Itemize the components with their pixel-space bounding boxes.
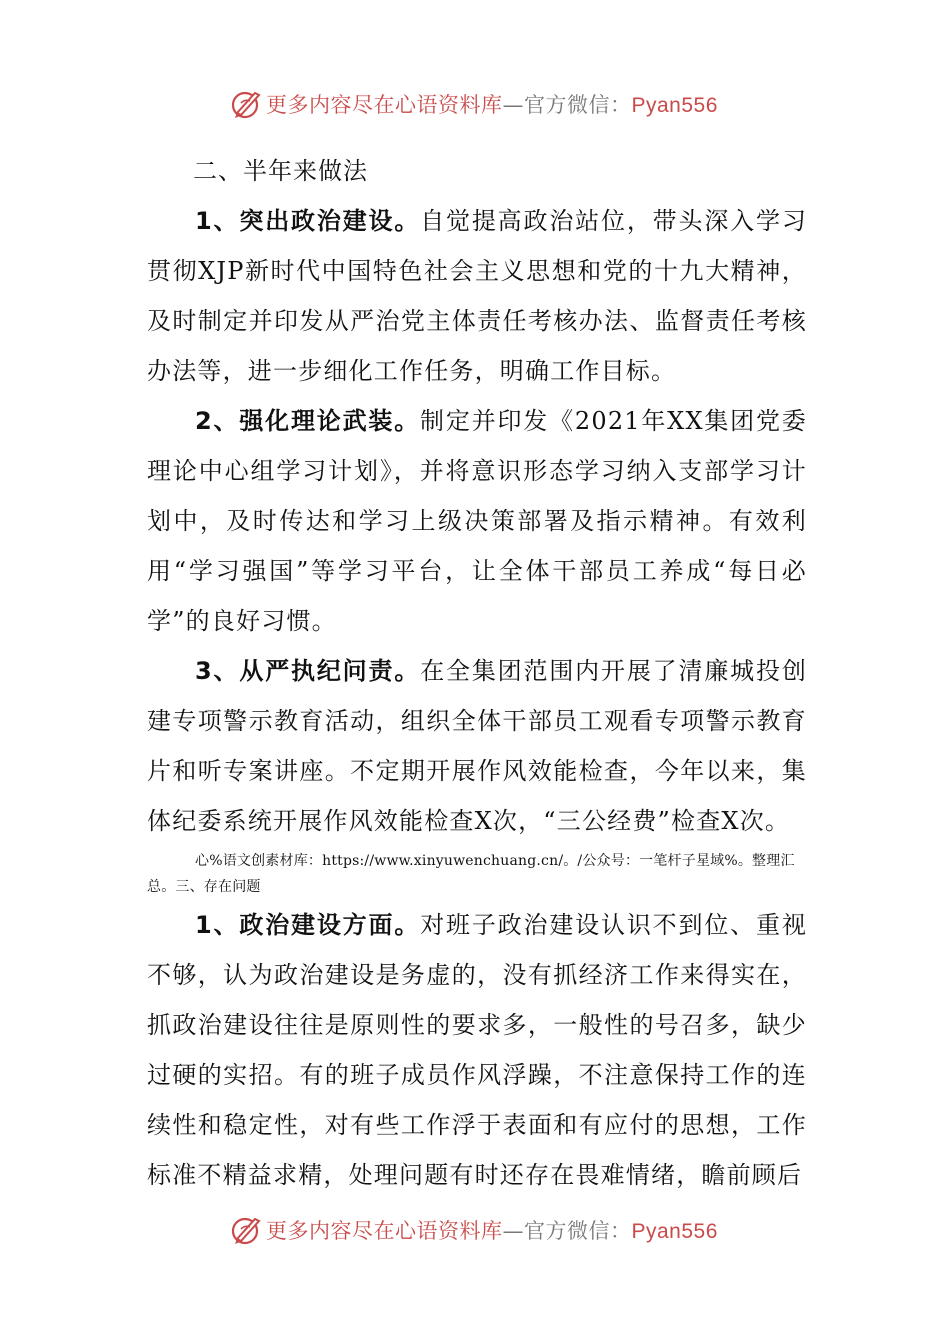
watermark-label: 官方微信： (524, 93, 632, 117)
pen-logo-icon (228, 1212, 264, 1248)
paragraph-item-3 (147, 646, 807, 846)
problem-1-body: 对班子政治建设认识不到位、重视不够，认为政治建设是务虚的，没有抓经济工作来得实在，抓政治建设往往是原则性的要求多，一般性的号召多，缺少过硬的实招。有的班子成员作风浮躁，不注意保持工作的连续性和稳定性，对有些工作浮于表面和有应付的思想，工作标准不精益求精，处理问题有时还存在畏难情绪，瞻前顾后 (147, 911, 808, 1189)
watermark-label: 官方微信： (524, 1219, 632, 1243)
watermark-header (228, 82, 718, 126)
pen-logo-icon (228, 86, 264, 122)
problem-1-title: 1、政治建设方面。 (195, 911, 421, 939)
watermark-wechat-id: Pyan556 (631, 1220, 718, 1243)
paragraph-item-2 (147, 396, 807, 646)
document-body (147, 146, 807, 1200)
item-3-body: 在全集团范围内开展了清廉城投创建专项警示教育活动，组织全体干部员工观看专项警示教育片和听专案讲座。不定期开展作风效能检查，今年以来，集体纪委系统开展作风效能检查X次，“三公经费”检查X次。 (147, 657, 808, 835)
watermark-main-text: 更多内容尽在心语资料库 (266, 93, 503, 117)
source-note: 心%语文创素材库：https://www.xinyuwenchuang.cn/。/公众号：一笔杆子星域%。整理汇总。三、存在问题 (147, 853, 795, 895)
watermark-main-text: 更多内容尽在心语资料库 (266, 1219, 503, 1243)
paragraph-item-1 (147, 196, 807, 396)
item-3-title: 3、从严执纪问责。 (195, 657, 421, 685)
item-1-title: 1、突出政治建设。 (195, 207, 421, 235)
watermark-wechat-id: Pyan556 (631, 94, 718, 117)
paragraph-problem-1 (147, 900, 807, 1200)
watermark-footer (228, 1208, 718, 1252)
item-2-body: 制定并印发《2021年XX集团党委理论中心组学习计划》，并将意识形态学习纳入支部学习计划中，及时传达和学习上级决策部署及指示精神。有效利用“学习强国”等学习平台，让全体干部员工养成“每日必学”的良好习惯。 (147, 407, 808, 635)
watermark-separator: — (502, 1219, 524, 1243)
item-2-title: 2、强化理论武装。 (195, 407, 421, 435)
item-1-body: 自觉提高政治站位，带头深入学习贯彻XJP新时代中国特色社会主义思想和党的十九大精神，及时制定并印发从严治党主体责任考核办法、监督责任考核办法等，进一步细化工作任务，明确工作目标。 (147, 207, 808, 385)
section-title: 二、半年来做法 (193, 157, 368, 185)
watermark-separator: — (502, 93, 524, 117)
